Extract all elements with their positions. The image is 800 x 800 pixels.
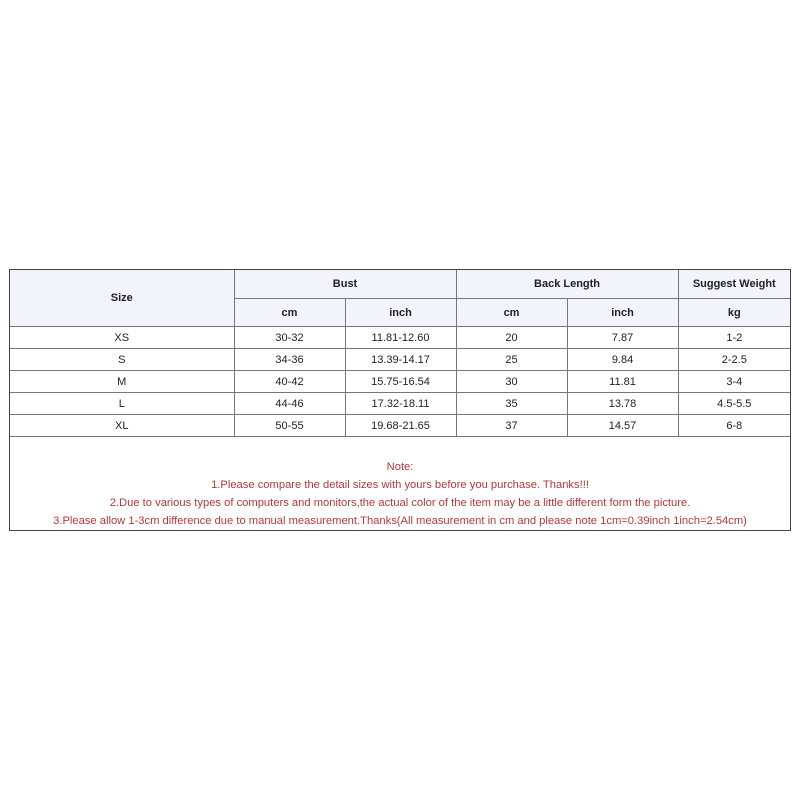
cell-bust-inch: 17.32-18.11 <box>345 393 456 415</box>
subheader-bust-cm: cm <box>234 299 345 327</box>
subheader-back-inch: inch <box>567 299 678 327</box>
cell-weight-kg: 1-2 <box>678 327 790 349</box>
size-chart <box>9 269 791 531</box>
note-title: Note: <box>386 460 414 473</box>
header-suggest-weight: Suggest Weight <box>678 270 790 299</box>
cell-back-cm: 35 <box>456 393 567 415</box>
cell-size: M <box>10 371 234 393</box>
table-header <box>10 270 790 327</box>
note-line-1: 1.Please compare the detail sizes with yours before you purchase. Thanks!!! <box>211 478 589 491</box>
cell-size: XL <box>10 415 234 437</box>
cell-size: S <box>10 349 234 371</box>
cell-back-cm: 20 <box>456 327 567 349</box>
cell-bust-inch: 15.75-16.54 <box>345 371 456 393</box>
table-row <box>10 393 790 415</box>
subheader-weight-kg: kg <box>678 299 790 327</box>
cell-bust-cm: 40-42 <box>234 371 345 393</box>
cell-weight-kg: 4.5-5.5 <box>678 393 790 415</box>
cell-weight-kg: 6-8 <box>678 415 790 437</box>
notes-row <box>10 437 790 531</box>
cell-back-inch: 7.87 <box>567 327 678 349</box>
cell-back-inch: 13.78 <box>567 393 678 415</box>
cell-back-cm: 30 <box>456 371 567 393</box>
cell-size: L <box>10 393 234 415</box>
cell-bust-inch: 19.68-21.65 <box>345 415 456 437</box>
subheader-back-cm: cm <box>456 299 567 327</box>
cell-bust-cm: 44-46 <box>234 393 345 415</box>
cell-back-inch: 14.57 <box>567 415 678 437</box>
cell-weight-kg: 2-2.5 <box>678 349 790 371</box>
header-bust: Bust <box>234 270 456 299</box>
header-size: Size <box>10 270 234 327</box>
note-line-2: 2.Due to various types of computers and monitors,the actual color of the item may be a little different form the picture. <box>109 496 691 509</box>
cell-bust-inch: 13.39-14.17 <box>345 349 456 371</box>
size-table <box>10 270 790 530</box>
cell-weight-kg: 3-4 <box>678 371 790 393</box>
subheader-bust-inch: inch <box>345 299 456 327</box>
header-back-length: Back Length <box>456 270 678 299</box>
cell-bust-cm: 30-32 <box>234 327 345 349</box>
cell-back-inch: 11.81 <box>567 371 678 393</box>
cell-bust-cm: 34-36 <box>234 349 345 371</box>
table-row <box>10 371 790 393</box>
table-row <box>10 327 790 349</box>
cell-bust-inch: 11.81-12.60 <box>345 327 456 349</box>
cell-bust-cm: 50-55 <box>234 415 345 437</box>
cell-back-cm: 37 <box>456 415 567 437</box>
table-row <box>10 415 790 437</box>
cell-back-cm: 25 <box>456 349 567 371</box>
table-body <box>10 327 790 531</box>
note-line-3: 3.Please allow 1-3cm difference due to manual measurement.Thanks(All measurement in cm and please note 1cm=0.39inch 1inch=2.54cm) <box>53 514 747 527</box>
cell-back-inch: 9.84 <box>567 349 678 371</box>
cell-size: XS <box>10 327 234 349</box>
table-row <box>10 349 790 371</box>
notes-section <box>10 437 790 531</box>
